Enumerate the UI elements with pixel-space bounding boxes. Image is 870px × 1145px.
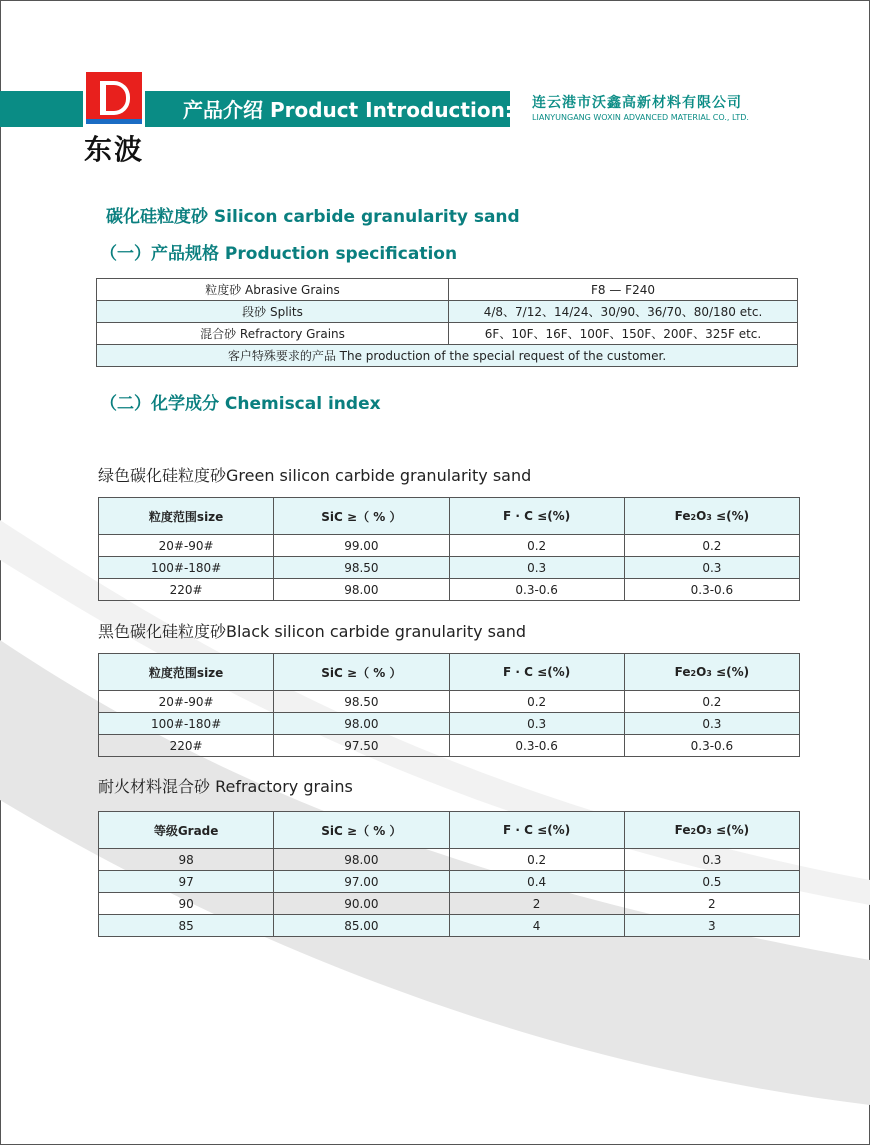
col-header: F · C ≤(%) (449, 812, 624, 849)
table-row (99, 849, 800, 871)
cell: 98 (99, 849, 274, 871)
cell: 2 (624, 893, 799, 915)
table-row (99, 691, 800, 713)
table-row (97, 323, 798, 345)
cell: 0.3 (449, 713, 624, 735)
spec-value: 6F、10F、16F、100F、150F、200F、325F etc. (449, 323, 798, 345)
col-header: Fe2O3 ≤(%) (624, 654, 799, 691)
table-header-row (99, 498, 800, 535)
page-title: 产品介绍 Product Introduction: (183, 98, 513, 122)
cell: 0.3 (624, 849, 799, 871)
cell: 99.00 (274, 535, 449, 557)
table-row (97, 345, 798, 367)
cell: 0.4 (449, 871, 624, 893)
col-header: F · C ≤(%) (449, 498, 624, 535)
cell: 0.2 (624, 535, 799, 557)
cell: 98.50 (274, 557, 449, 579)
cell: 0.5 (624, 871, 799, 893)
cell: 0.3-0.6 (624, 735, 799, 757)
spec-title: （一）产品规格 Production specification (100, 244, 458, 264)
table-row (97, 301, 798, 323)
black-table-title: 黑色碳化硅粒度砂Black silicon carbide granularity sand (98, 622, 527, 641)
logo-text: 东波 (84, 133, 145, 166)
company-name-cn: 连云港市沃鑫高新材料有限公司 (532, 95, 742, 111)
logo-icon (83, 69, 145, 127)
table-row (99, 735, 800, 757)
spec-name: 段砂 Splits (97, 301, 449, 323)
col-header: Fe2O3 ≤(%) (624, 498, 799, 535)
green-table (98, 497, 800, 601)
refractory-table (98, 811, 800, 937)
section-title: 碳化硅粒度砂 Silicon carbide granularity sand (106, 207, 520, 227)
chem-title: （二）化学成分 Chemiscal index (100, 394, 381, 414)
table-header-row (99, 812, 800, 849)
company-name-en: LIANYUNGANG WOXIN ADVANCED MATERIAL CO., LTD. (532, 113, 749, 122)
refractory-table-title: 耐火材料混合砂 Refractory grains (98, 777, 353, 796)
cell: 0.2 (449, 535, 624, 557)
table-row (99, 579, 800, 601)
spec-name: 粒度砂 Abrasive Grains (97, 279, 449, 301)
cell: 0.3 (449, 557, 624, 579)
col-header: F · C ≤(%) (449, 654, 624, 691)
cell: 100#-180# (99, 713, 274, 735)
spec-table (96, 278, 798, 367)
cell: 20#-90# (99, 535, 274, 557)
cell: 98.00 (274, 849, 449, 871)
col-header: SiC ≥（ % ） (274, 654, 449, 691)
cell: 220# (99, 579, 274, 601)
cell: 0.3 (624, 557, 799, 579)
cell: 0.2 (624, 691, 799, 713)
col-header: Fe2O3 ≤(%) (624, 812, 799, 849)
cell: 0.2 (449, 691, 624, 713)
spec-note: 客户特殊要求的产品 The production of the special request of the customer. (97, 345, 798, 367)
cell: 0.2 (449, 849, 624, 871)
col-header: SiC ≥（ % ） (274, 498, 449, 535)
cell: 0.3-0.6 (624, 579, 799, 601)
cell: 100#-180# (99, 557, 274, 579)
cell: 220# (99, 735, 274, 757)
table-row (99, 893, 800, 915)
spec-name: 混合砂 Refractory Grains (97, 323, 449, 345)
cell: 4 (449, 915, 624, 937)
table-row (99, 871, 800, 893)
cell: 97 (99, 871, 274, 893)
col-header: 粒度范围size (99, 498, 274, 535)
table-row (99, 535, 800, 557)
cell: 0.3-0.6 (449, 735, 624, 757)
table-row (99, 915, 800, 937)
table-row (97, 279, 798, 301)
cell: 0.3 (624, 713, 799, 735)
col-header: 粒度范围size (99, 654, 274, 691)
col-header: SiC ≥（ % ） (274, 812, 449, 849)
cell: 90 (99, 893, 274, 915)
black-table (98, 653, 800, 757)
cell: 0.3-0.6 (449, 579, 624, 601)
cell: 3 (624, 915, 799, 937)
cell: 98.00 (274, 579, 449, 601)
spec-value: F8 — F240 (449, 279, 798, 301)
cell: 97.50 (274, 735, 449, 757)
col-header: 等级Grade (99, 812, 274, 849)
green-table-title: 绿色碳化硅粒度砂Green silicon carbide granularity sand (98, 466, 532, 485)
cell: 97.00 (274, 871, 449, 893)
cell: 85 (99, 915, 274, 937)
table-header-row (99, 654, 800, 691)
cell: 90.00 (274, 893, 449, 915)
cell: 20#-90# (99, 691, 274, 713)
cell: 98.50 (274, 691, 449, 713)
cell: 98.00 (274, 713, 449, 735)
table-row (99, 713, 800, 735)
table-row (99, 557, 800, 579)
cell: 2 (449, 893, 624, 915)
spec-value: 4/8、7/12、14/24、30/90、36/70、80/180 etc. (449, 301, 798, 323)
cell: 85.00 (274, 915, 449, 937)
